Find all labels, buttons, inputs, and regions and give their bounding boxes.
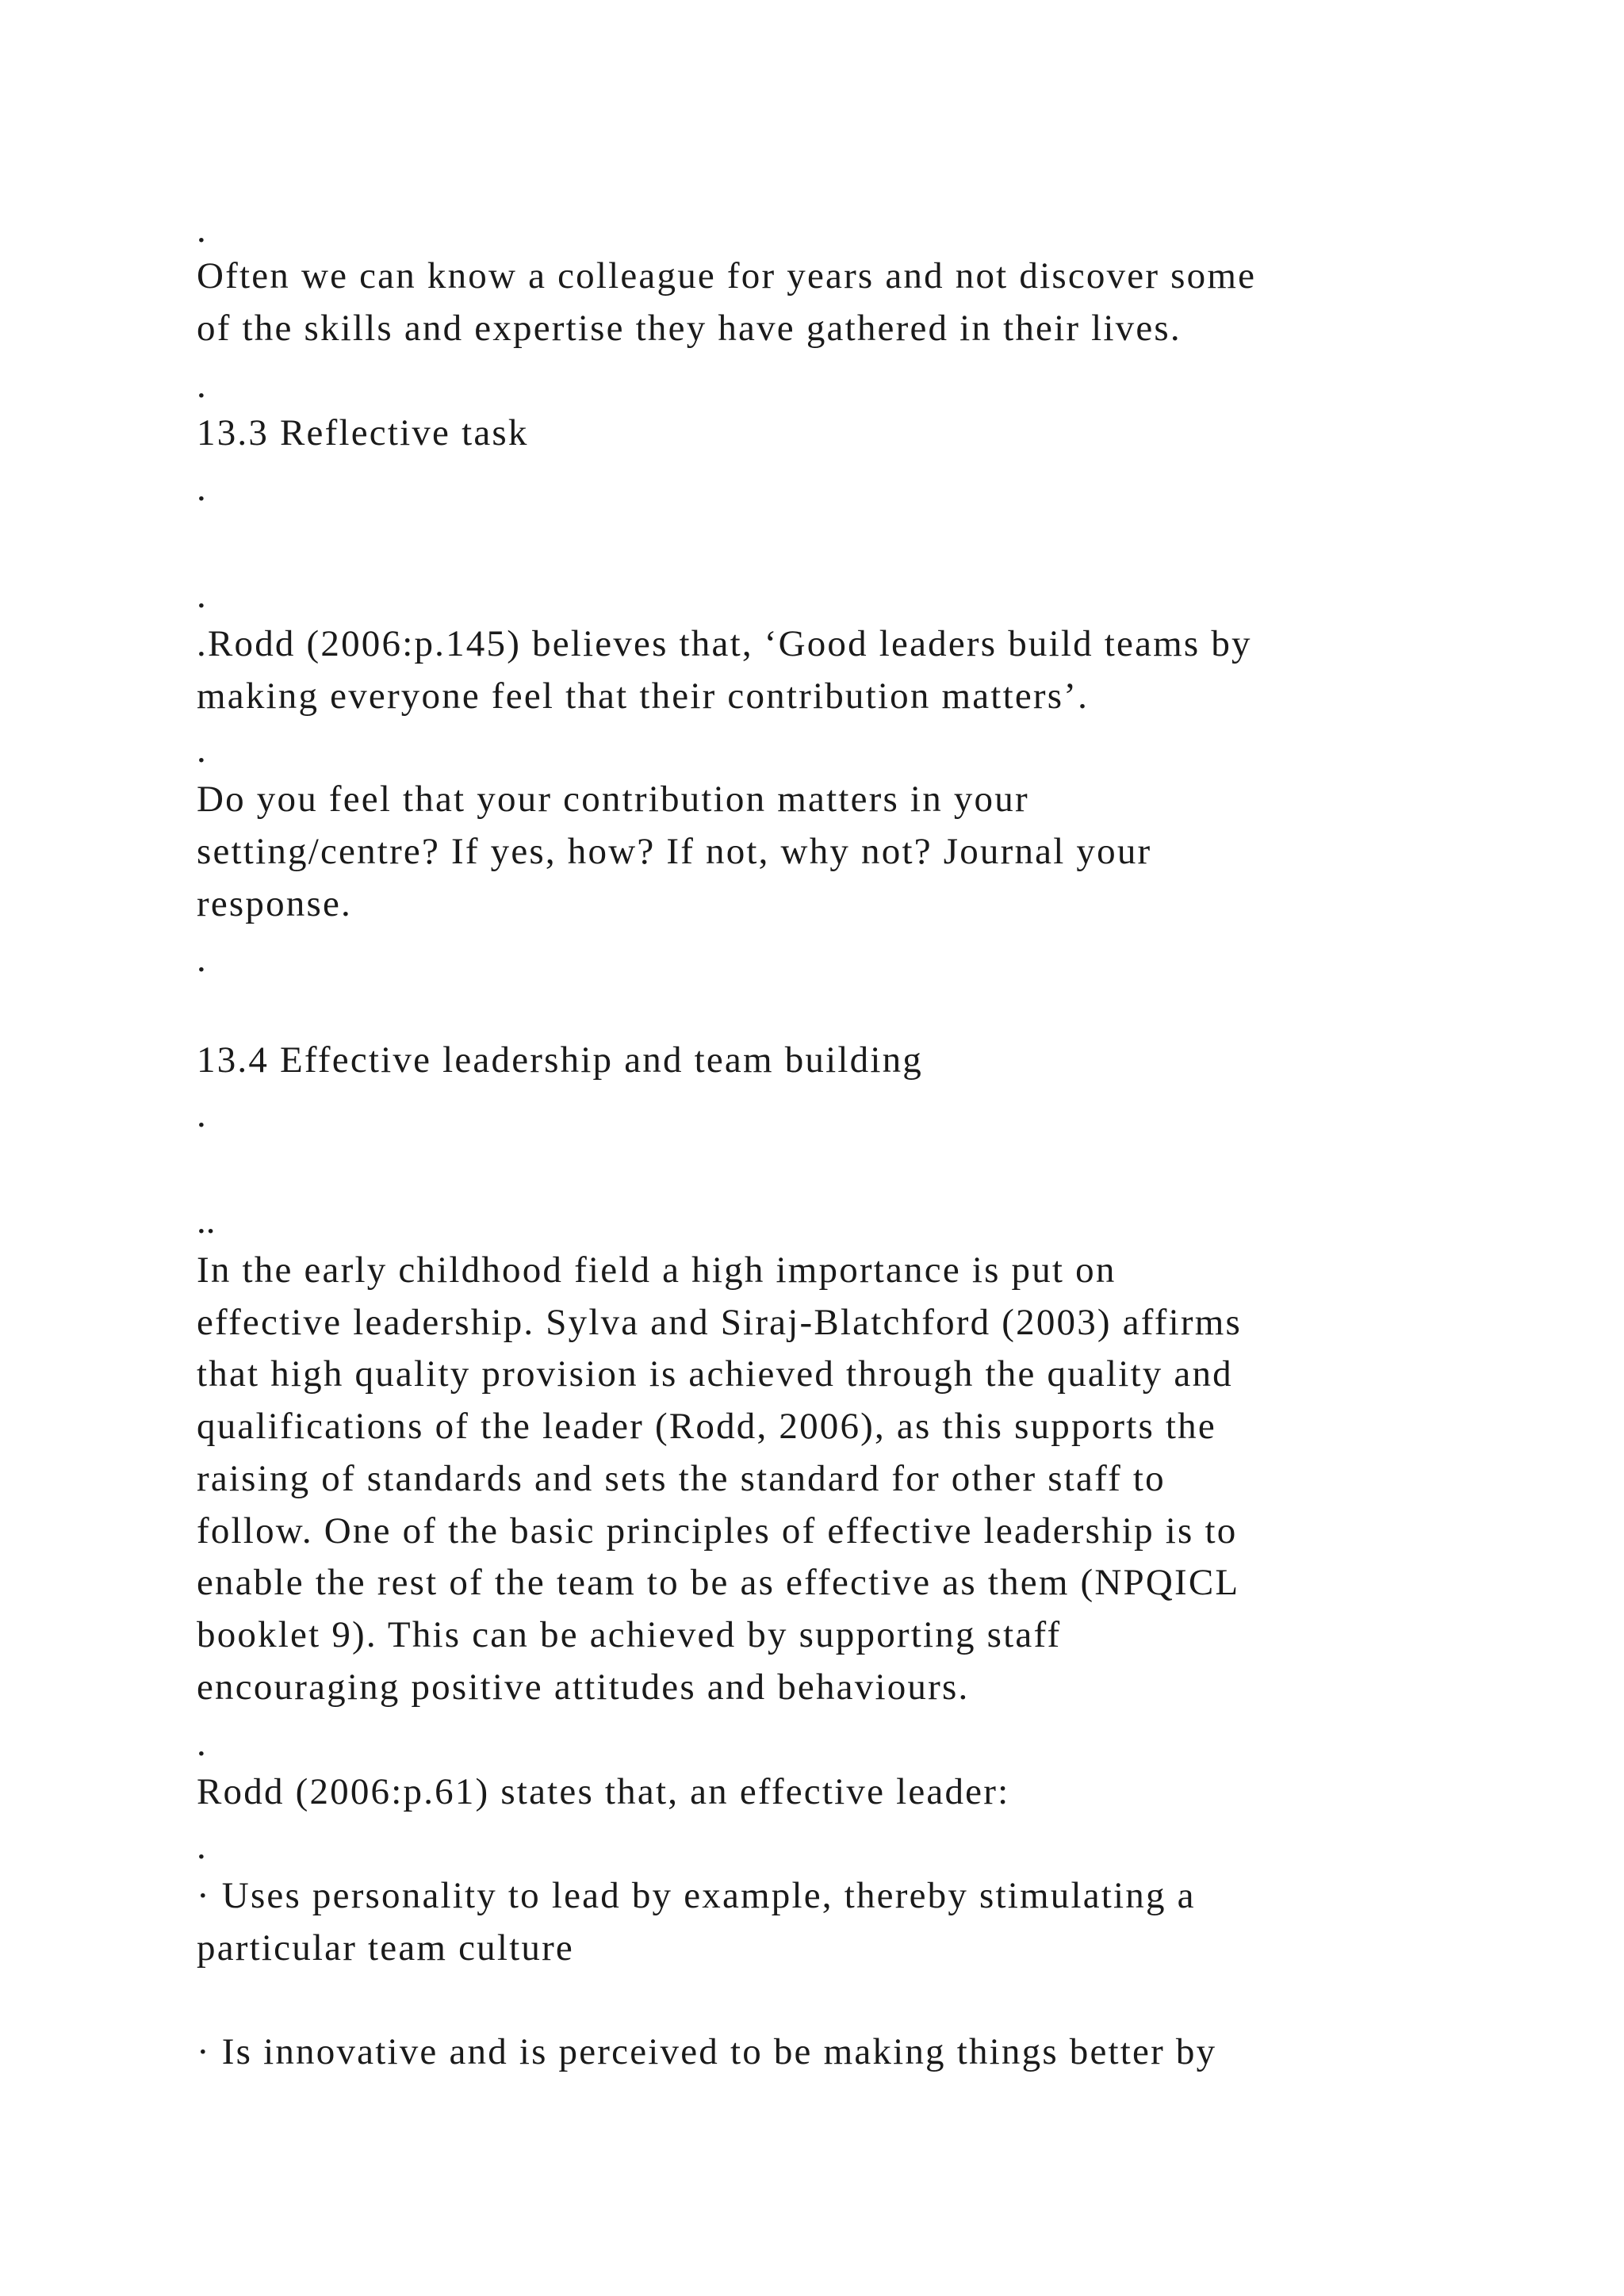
paragraph-line: In the early childhood field a high importance is put on	[197, 1249, 1116, 1291]
bullet-line: particular team culture	[197, 1927, 574, 1969]
separator-dot: .	[197, 729, 206, 771]
separator-dot: .	[197, 468, 206, 509]
separator-dot: .	[197, 1826, 206, 1867]
separator-dot: .	[197, 939, 206, 980]
paragraph-line: booklet 9). This can be achieved by supporting staff	[197, 1614, 1062, 1655]
paragraph-line: qualifications of the leader (Rodd, 2006), as this supports the	[197, 1406, 1216, 1447]
bullet-line: · Uses personality to lead by example, thereby stimulating a	[197, 1875, 1196, 1916]
paragraph-line: encouraging positive attitudes and behaviours.	[197, 1667, 970, 1708]
separator-dot: .	[197, 209, 206, 251]
quote-line: .Rodd (2006:p.145) believes that, ‘Good leaders build teams by	[197, 623, 1252, 664]
paragraph-line: follow. One of the basic principles of effective leadership is to	[197, 1510, 1238, 1552]
question-line: Do you feel that your contribution matters in your	[197, 779, 1029, 820]
quote-line: making everyone feel that their contribution matters’.	[197, 675, 1090, 717]
bullet-line: · Is innovative and is perceived to be making things better by	[197, 2031, 1217, 2072]
question-line: setting/centre? If yes, how? If not, why not? Journal your	[197, 831, 1152, 872]
paragraph-line: of the skills and expertise they have gathered in their lives.	[197, 308, 1182, 349]
separator-dot: .	[197, 575, 206, 616]
paragraph-line: raising of standards and sets the standard for other staff to	[197, 1458, 1166, 1499]
paragraph-line: Rodd (2006:p.61) states that, an effective leader:	[197, 1771, 1010, 1812]
question-line: response.	[197, 883, 353, 924]
separator-dot: .	[197, 1723, 206, 1764]
section-heading: 13.3 Reflective task	[197, 412, 529, 453]
paragraph-line: effective leadership. Sylva and Siraj-Blatchford (2003) affirms	[197, 1302, 1243, 1343]
paragraph-line: enable the rest of the team to be as effective as them (NPQICL	[197, 1562, 1240, 1603]
paragraph-line: Often we can know a colleague for years and not discover some	[197, 255, 1257, 297]
section-heading: 13.4 Effective leadership and team building	[197, 1039, 923, 1081]
separator-dot: .	[197, 365, 206, 406]
separator-dot: .	[197, 1094, 206, 1135]
separator-dot: ..	[197, 1200, 216, 1242]
paragraph-line: that high quality provision is achieved through the quality and	[197, 1353, 1233, 1395]
